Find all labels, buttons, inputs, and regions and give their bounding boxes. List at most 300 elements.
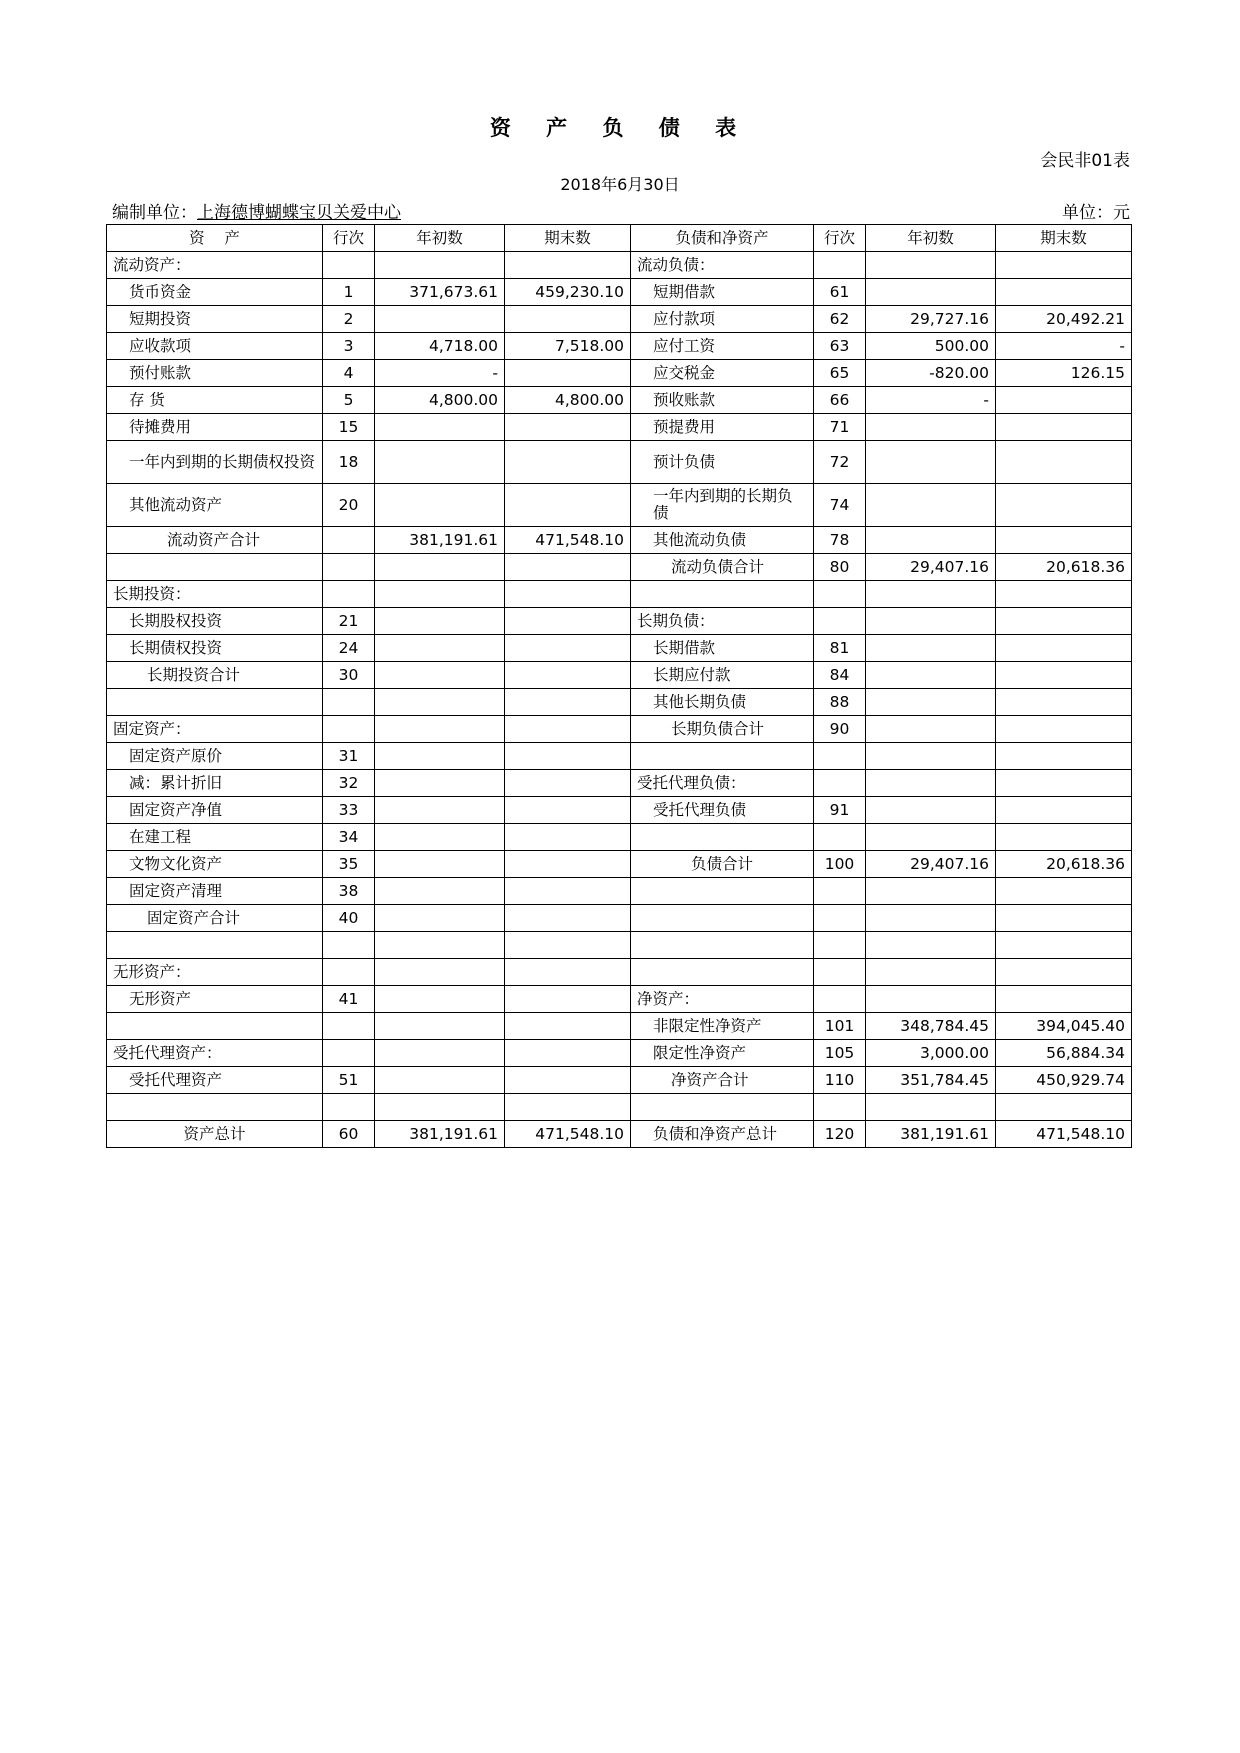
asset-cell: 固定资产净值 — [107, 797, 323, 824]
asset-line-no-cell: 30 — [323, 662, 375, 689]
liability-line-no-cell: 88 — [814, 689, 866, 716]
table-row — [107, 252, 1132, 279]
asset-opening-cell — [375, 608, 505, 635]
asset-opening-cell — [375, 878, 505, 905]
liability-opening-cell — [866, 824, 996, 851]
asset-closing-cell — [505, 878, 631, 905]
asset-opening-cell — [375, 306, 505, 333]
table-header-row — [107, 225, 1132, 252]
liability-opening-cell — [866, 959, 996, 986]
liability-opening-cell — [866, 743, 996, 770]
liability-closing-cell — [996, 878, 1132, 905]
asset-closing-cell — [505, 662, 631, 689]
liability-opening-cell: 381,191.61 — [866, 1121, 996, 1148]
liability-cell: 流动负债合计 — [631, 554, 814, 581]
asset-cell: 长期债权投资 — [107, 635, 323, 662]
liability-cell: 负债合计 — [631, 851, 814, 878]
asset-line-no-cell: 24 — [323, 635, 375, 662]
liability-cell: 流动负债： — [631, 252, 814, 279]
asset-closing-cell — [505, 306, 631, 333]
liability-opening-cell — [866, 414, 996, 441]
liability-opening-cell — [866, 527, 996, 554]
asset-cell: 文物文化资产 — [107, 851, 323, 878]
asset-cell: 其他流动资产 — [107, 484, 323, 527]
liability-line-no-cell: 81 — [814, 635, 866, 662]
liability-opening-cell: 29,407.16 — [866, 554, 996, 581]
table-row — [107, 770, 1132, 797]
asset-opening-cell: - — [375, 360, 505, 387]
liability-closing-cell — [996, 252, 1132, 279]
asset-closing-cell — [505, 797, 631, 824]
asset-line-no-cell: 60 — [323, 1121, 375, 1148]
asset-opening-cell: 371,673.61 — [375, 279, 505, 306]
asset-line-no-cell: 1 — [323, 279, 375, 306]
asset-closing-cell — [505, 360, 631, 387]
liability-closing-cell: 394,045.40 — [996, 1013, 1132, 1040]
asset-opening-cell — [375, 252, 505, 279]
asset-cell: 在建工程 — [107, 824, 323, 851]
asset-cell: 存 货 — [107, 387, 323, 414]
asset-line-no-cell: 4 — [323, 360, 375, 387]
asset-line-no-cell: 35 — [323, 851, 375, 878]
asset-line-no-cell — [323, 932, 375, 959]
liability-opening-cell — [866, 1094, 996, 1121]
asset-line-no-cell: 33 — [323, 797, 375, 824]
table-row — [107, 1040, 1132, 1067]
liability-opening-cell: 351,784.45 — [866, 1067, 996, 1094]
liability-opening-cell — [866, 484, 996, 527]
organization-name: 上海德博蝴蝶宝贝关爱中心 — [197, 203, 401, 223]
table-row — [107, 1067, 1132, 1094]
liability-line-no-cell — [814, 905, 866, 932]
asset-line-no-cell: 15 — [323, 414, 375, 441]
table-row — [107, 484, 1132, 527]
liability-closing-cell — [996, 387, 1132, 414]
asset-cell: 应收款项 — [107, 333, 323, 360]
liability-cell: 其他长期负债 — [631, 689, 814, 716]
liability-line-no-cell: 66 — [814, 387, 866, 414]
asset-closing-cell — [505, 905, 631, 932]
liability-line-no-cell: 101 — [814, 1013, 866, 1040]
asset-line-no-cell: 38 — [323, 878, 375, 905]
asset-cell: 预付账款 — [107, 360, 323, 387]
asset-closing-cell — [505, 252, 631, 279]
asset-line-no-cell — [323, 689, 375, 716]
asset-opening-cell: 381,191.61 — [375, 1121, 505, 1148]
asset-cell — [107, 689, 323, 716]
table-row — [107, 1121, 1132, 1148]
form-code: 会民非01表 — [1040, 151, 1130, 171]
table-row — [107, 414, 1132, 441]
table-row — [107, 333, 1132, 360]
asset-cell: 受托代理资产： — [107, 1040, 323, 1067]
asset-closing-cell — [505, 689, 631, 716]
liability-opening-cell — [866, 608, 996, 635]
asset-line-no-cell — [323, 959, 375, 986]
organization-line — [112, 198, 401, 223]
table-row — [107, 306, 1132, 333]
asset-line-no-cell: 34 — [323, 824, 375, 851]
table-row — [107, 635, 1132, 662]
liability-closing-cell — [996, 279, 1132, 306]
asset-line-no-cell — [323, 1013, 375, 1040]
liability-opening-cell: 29,407.16 — [866, 851, 996, 878]
liability-cell: 受托代理负债 — [631, 797, 814, 824]
asset-line-no-cell: 41 — [323, 986, 375, 1013]
liability-closing-cell — [996, 770, 1132, 797]
asset-closing-cell — [505, 851, 631, 878]
asset-cell: 长期投资： — [107, 581, 323, 608]
table-row — [107, 824, 1132, 851]
asset-line-no-cell — [323, 1094, 375, 1121]
asset-opening-cell — [375, 770, 505, 797]
asset-opening-cell — [375, 932, 505, 959]
liability-line-no-cell — [814, 252, 866, 279]
liability-opening-cell — [866, 252, 996, 279]
asset-closing-cell: 459,230.10 — [505, 279, 631, 306]
table-row — [107, 1013, 1132, 1040]
liability-closing-cell — [996, 527, 1132, 554]
asset-cell: 固定资产： — [107, 716, 323, 743]
table-row — [107, 689, 1132, 716]
asset-closing-cell: 471,548.10 — [505, 1121, 631, 1148]
liability-cell: 预收账款 — [631, 387, 814, 414]
asset-closing-cell — [505, 959, 631, 986]
liability-line-no-cell: 62 — [814, 306, 866, 333]
table-row — [107, 441, 1132, 484]
table-row — [107, 554, 1132, 581]
liability-cell: 应交税金 — [631, 360, 814, 387]
report-date: 2018年6月30日 — [560, 175, 680, 194]
liability-opening-cell — [866, 716, 996, 743]
table-row — [107, 905, 1132, 932]
asset-opening-cell — [375, 743, 505, 770]
asset-closing-cell: 4,800.00 — [505, 387, 631, 414]
report-title: 资 产 负 债 表 — [489, 115, 751, 140]
liability-closing-cell — [996, 824, 1132, 851]
liability-cell: 预提费用 — [631, 414, 814, 441]
liability-opening-cell: 348,784.45 — [866, 1013, 996, 1040]
asset-closing-cell — [505, 743, 631, 770]
liability-line-no-cell — [814, 581, 866, 608]
liability-cell: 预计负债 — [631, 441, 814, 484]
asset-closing-cell — [505, 414, 631, 441]
asset-cell — [107, 554, 323, 581]
liability-line-no-cell: 84 — [814, 662, 866, 689]
table-row — [107, 581, 1132, 608]
liability-cell: 净资产： — [631, 986, 814, 1013]
asset-opening-cell — [375, 484, 505, 527]
liability-closing-cell — [996, 441, 1132, 484]
liability-line-no-cell — [814, 878, 866, 905]
liability-closing-cell — [996, 905, 1132, 932]
asset-cell: 货币资金 — [107, 279, 323, 306]
liability-closing-cell: 450,929.74 — [996, 1067, 1132, 1094]
asset-cell: 一年内到期的长期债权投资 — [107, 441, 323, 484]
asset-closing-cell — [505, 1040, 631, 1067]
asset-cell: 固定资产合计 — [107, 905, 323, 932]
asset-closing-cell: 471,548.10 — [505, 527, 631, 554]
asset-cell: 流动资产： — [107, 252, 323, 279]
asset-opening-cell — [375, 986, 505, 1013]
liability-closing-cell — [996, 662, 1132, 689]
liability-opening-cell — [866, 932, 996, 959]
asset-line-no-cell: 40 — [323, 905, 375, 932]
table-row — [107, 279, 1132, 306]
liability-line-no-cell: 65 — [814, 360, 866, 387]
asset-closing-cell — [505, 716, 631, 743]
asset-closing-cell — [505, 484, 631, 527]
asset-line-no-cell: 31 — [323, 743, 375, 770]
liability-cell: 净资产合计 — [631, 1067, 814, 1094]
liability-line-no-cell: 71 — [814, 414, 866, 441]
liability-cell: 长期借款 — [631, 635, 814, 662]
asset-line-no-cell — [323, 581, 375, 608]
table-row — [107, 851, 1132, 878]
asset-opening-cell — [375, 1013, 505, 1040]
liability-cell: 限定性净资产 — [631, 1040, 814, 1067]
liability-opening-cell: 3,000.00 — [866, 1040, 996, 1067]
asset-cell: 待摊费用 — [107, 414, 323, 441]
balance-sheet-table — [106, 224, 1132, 1148]
table-row — [107, 1094, 1132, 1121]
liability-line-no-cell — [814, 986, 866, 1013]
table-row — [107, 743, 1132, 770]
asset-closing-cell — [505, 986, 631, 1013]
table-row — [107, 986, 1132, 1013]
currency-unit: 单位：元 — [1062, 203, 1130, 223]
asset-opening-cell — [375, 1040, 505, 1067]
liability-line-no-cell: 110 — [814, 1067, 866, 1094]
liability-cell — [631, 905, 814, 932]
liability-cell: 负债和净资产总计 — [631, 1121, 814, 1148]
table-row — [107, 959, 1132, 986]
asset-cell: 固定资产原价 — [107, 743, 323, 770]
liability-cell: 长期应付款 — [631, 662, 814, 689]
column-header: 负债和净资产 — [631, 225, 814, 252]
table-row — [107, 662, 1132, 689]
liability-closing-cell — [996, 484, 1132, 527]
liability-closing-cell — [996, 608, 1132, 635]
table-row — [107, 932, 1132, 959]
asset-cell: 流动资产合计 — [107, 527, 323, 554]
liability-line-no-cell: 105 — [814, 1040, 866, 1067]
liability-line-no-cell — [814, 824, 866, 851]
table-row — [107, 878, 1132, 905]
asset-closing-cell — [505, 824, 631, 851]
asset-line-no-cell: 21 — [323, 608, 375, 635]
liability-cell — [631, 581, 814, 608]
asset-opening-cell — [375, 635, 505, 662]
liability-line-no-cell: 72 — [814, 441, 866, 484]
liability-cell — [631, 878, 814, 905]
liability-line-no-cell: 100 — [814, 851, 866, 878]
liability-opening-cell — [866, 662, 996, 689]
column-header: 行次 — [323, 225, 375, 252]
organization-label: 编制单位： — [112, 203, 197, 223]
column-header: 资 产 — [107, 225, 323, 252]
asset-closing-cell — [505, 581, 631, 608]
asset-line-no-cell — [323, 527, 375, 554]
liability-cell: 短期借款 — [631, 279, 814, 306]
liability-closing-cell — [996, 581, 1132, 608]
asset-line-no-cell: 20 — [323, 484, 375, 527]
asset-closing-cell — [505, 1013, 631, 1040]
column-header: 年初数 — [375, 225, 505, 252]
asset-closing-cell — [505, 608, 631, 635]
asset-cell: 受托代理资产 — [107, 1067, 323, 1094]
asset-line-no-cell: 5 — [323, 387, 375, 414]
asset-opening-cell — [375, 716, 505, 743]
asset-closing-cell — [505, 770, 631, 797]
liability-closing-cell: 126.15 — [996, 360, 1132, 387]
asset-opening-cell — [375, 689, 505, 716]
asset-cell — [107, 1094, 323, 1121]
liability-line-no-cell: 63 — [814, 333, 866, 360]
asset-closing-cell — [505, 635, 631, 662]
asset-cell: 减：累计折旧 — [107, 770, 323, 797]
liability-line-no-cell: 80 — [814, 554, 866, 581]
asset-line-no-cell — [323, 554, 375, 581]
asset-line-no-cell: 51 — [323, 1067, 375, 1094]
liability-closing-cell — [996, 932, 1132, 959]
liability-cell: 受托代理负债： — [631, 770, 814, 797]
liability-cell: 应付工资 — [631, 333, 814, 360]
liability-opening-cell: -820.00 — [866, 360, 996, 387]
liability-line-no-cell — [814, 932, 866, 959]
liability-opening-cell — [866, 689, 996, 716]
asset-opening-cell — [375, 851, 505, 878]
liability-closing-cell: 20,492.21 — [996, 306, 1132, 333]
liability-opening-cell — [866, 770, 996, 797]
liability-line-no-cell — [814, 959, 866, 986]
liability-line-no-cell: 91 — [814, 797, 866, 824]
column-header: 期末数 — [505, 225, 631, 252]
liability-line-no-cell: 74 — [814, 484, 866, 527]
liability-opening-cell — [866, 905, 996, 932]
asset-closing-cell — [505, 554, 631, 581]
asset-cell — [107, 1013, 323, 1040]
liability-line-no-cell: 78 — [814, 527, 866, 554]
asset-opening-cell — [375, 662, 505, 689]
liability-closing-cell — [996, 1094, 1132, 1121]
asset-closing-cell — [505, 1094, 631, 1121]
asset-opening-cell — [375, 554, 505, 581]
asset-closing-cell — [505, 1067, 631, 1094]
column-header: 年初数 — [866, 225, 996, 252]
asset-line-no-cell: 32 — [323, 770, 375, 797]
liability-opening-cell — [866, 878, 996, 905]
asset-opening-cell: 4,800.00 — [375, 387, 505, 414]
liability-closing-cell: 56,884.34 — [996, 1040, 1132, 1067]
liability-cell: 长期负债： — [631, 608, 814, 635]
asset-cell: 长期股权投资 — [107, 608, 323, 635]
liability-line-no-cell — [814, 1094, 866, 1121]
asset-opening-cell — [375, 905, 505, 932]
liability-closing-cell: 20,618.36 — [996, 554, 1132, 581]
liability-cell: 其他流动负债 — [631, 527, 814, 554]
asset-opening-cell — [375, 959, 505, 986]
table-row — [107, 387, 1132, 414]
table-row — [107, 527, 1132, 554]
liability-closing-cell — [996, 959, 1132, 986]
liability-opening-cell — [866, 635, 996, 662]
liability-cell: 一年内到期的长期负债 — [631, 484, 814, 527]
liability-opening-cell — [866, 986, 996, 1013]
liability-closing-cell: - — [996, 333, 1132, 360]
asset-opening-cell — [375, 414, 505, 441]
table-row — [107, 360, 1132, 387]
liability-cell — [631, 824, 814, 851]
liability-line-no-cell: 61 — [814, 279, 866, 306]
liability-closing-cell — [996, 743, 1132, 770]
liability-line-no-cell — [814, 608, 866, 635]
liability-closing-cell: 20,618.36 — [996, 851, 1132, 878]
column-header: 行次 — [814, 225, 866, 252]
asset-opening-cell: 4,718.00 — [375, 333, 505, 360]
table-row — [107, 797, 1132, 824]
asset-cell: 固定资产清理 — [107, 878, 323, 905]
liability-cell: 非限定性净资产 — [631, 1013, 814, 1040]
column-header: 期末数 — [996, 225, 1132, 252]
liability-opening-cell: 29,727.16 — [866, 306, 996, 333]
liability-cell — [631, 1094, 814, 1121]
asset-opening-cell: 381,191.61 — [375, 527, 505, 554]
liability-line-no-cell — [814, 743, 866, 770]
table-row — [107, 716, 1132, 743]
table-row — [107, 608, 1132, 635]
asset-line-no-cell — [323, 1040, 375, 1067]
asset-cell: 资产总计 — [107, 1121, 323, 1148]
asset-cell: 无形资产： — [107, 959, 323, 986]
asset-closing-cell: 7,518.00 — [505, 333, 631, 360]
liability-closing-cell — [996, 986, 1132, 1013]
asset-cell: 长期投资合计 — [107, 662, 323, 689]
asset-opening-cell — [375, 581, 505, 608]
liability-opening-cell — [866, 279, 996, 306]
asset-line-no-cell: 3 — [323, 333, 375, 360]
liability-closing-cell — [996, 635, 1132, 662]
asset-closing-cell — [505, 441, 631, 484]
liability-closing-cell — [996, 716, 1132, 743]
asset-cell: 无形资产 — [107, 986, 323, 1013]
asset-line-no-cell: 18 — [323, 441, 375, 484]
liability-line-no-cell: 90 — [814, 716, 866, 743]
liability-closing-cell — [996, 414, 1132, 441]
liability-line-no-cell — [814, 770, 866, 797]
asset-line-no-cell — [323, 252, 375, 279]
liability-opening-cell: - — [866, 387, 996, 414]
asset-line-no-cell: 2 — [323, 306, 375, 333]
liability-closing-cell: 471,548.10 — [996, 1121, 1132, 1148]
liability-opening-cell: 500.00 — [866, 333, 996, 360]
liability-opening-cell — [866, 581, 996, 608]
liability-closing-cell — [996, 689, 1132, 716]
asset-opening-cell — [375, 1067, 505, 1094]
asset-cell — [107, 932, 323, 959]
asset-closing-cell — [505, 932, 631, 959]
liability-cell: 长期负债合计 — [631, 716, 814, 743]
liability-cell — [631, 932, 814, 959]
liability-opening-cell — [866, 441, 996, 484]
liability-cell: 应付款项 — [631, 306, 814, 333]
asset-opening-cell — [375, 1094, 505, 1121]
asset-line-no-cell — [323, 716, 375, 743]
liability-opening-cell — [866, 797, 996, 824]
asset-cell: 短期投资 — [107, 306, 323, 333]
liability-line-no-cell: 120 — [814, 1121, 866, 1148]
liability-cell — [631, 959, 814, 986]
